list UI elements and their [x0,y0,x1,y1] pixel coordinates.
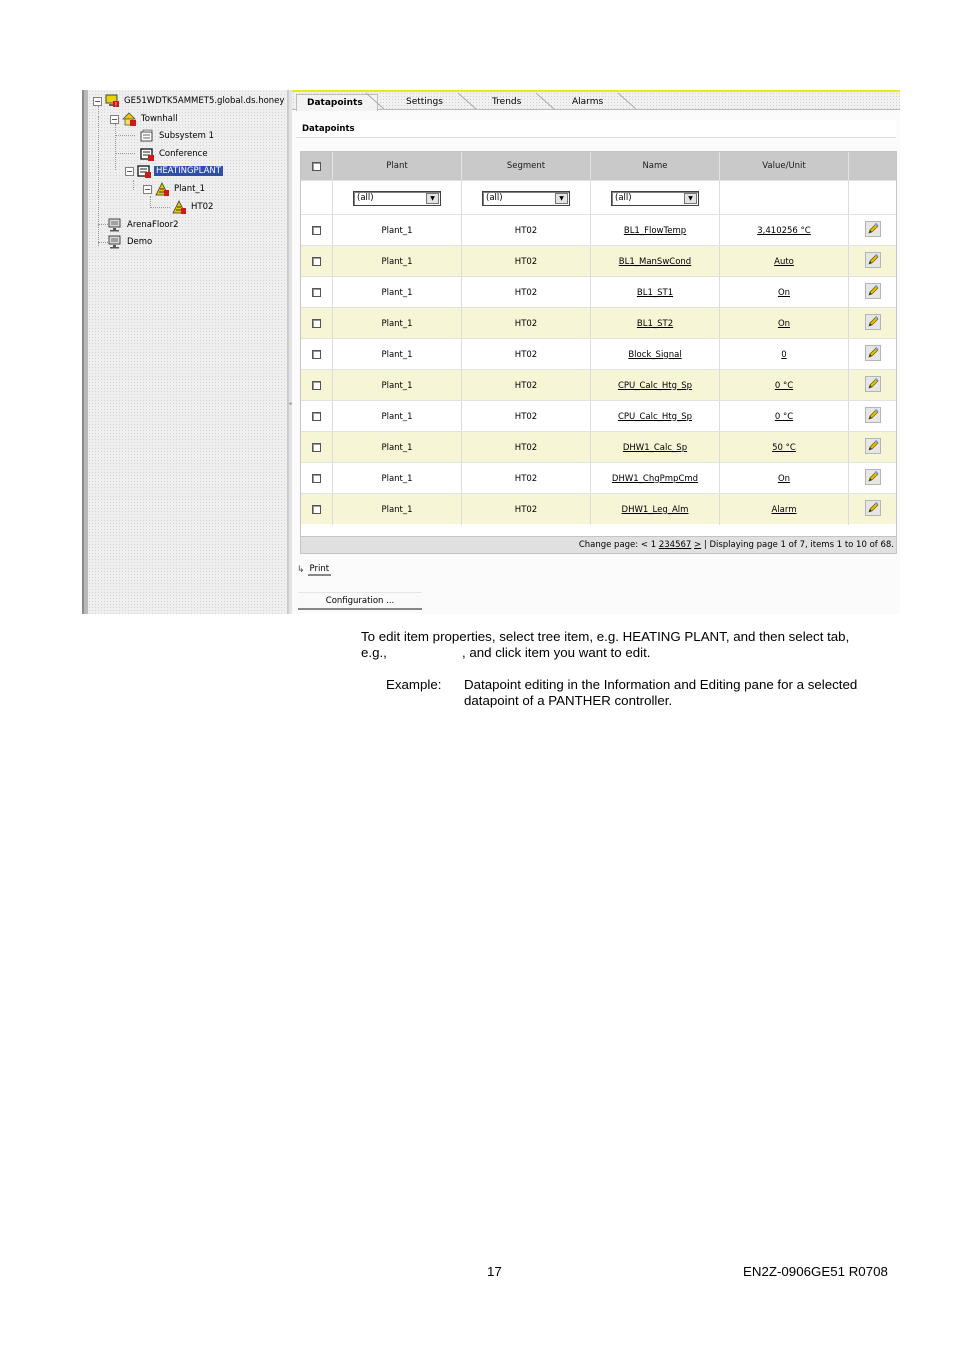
column-header-value[interactable]: Value/Unit [720,152,849,180]
value-link[interactable]: On [777,287,791,298]
cell-segment [462,339,591,370]
cell-edit [849,215,896,246]
select-all-cell [301,152,333,180]
tree-line [98,116,99,246]
cell-edit [849,246,896,277]
chevron-down-icon[interactable]: ▼ [426,193,439,204]
cell-check [301,401,333,432]
plant-text: Plant_1 [381,473,413,484]
pager-page-link[interactable]: 6 [680,540,686,550]
tree-item-conference[interactable] [140,146,210,162]
name-link[interactable]: DHW1_ChgPmpCmd [611,473,699,484]
segment-text: HT02 [514,349,538,360]
cell-name [591,401,720,432]
tree-item-subsystem[interactable] [140,128,216,144]
arrow-return-icon: ↳ [297,565,305,575]
page-number: 17 [487,1264,502,1279]
doc-example-label: Example: [386,677,442,692]
segment-text: HT02 [514,504,538,515]
segment-text: HT02 [514,256,538,267]
tree-item-label-selected: HEATINGPLANT [156,166,221,176]
cell-name [591,215,720,246]
collapse-icon[interactable]: − [126,166,133,176]
segment-text: HT02 [514,411,538,422]
cell-segment [462,246,591,277]
row-checkbox[interactable] [312,381,321,390]
cell-name [591,277,720,308]
cell-plant [333,308,462,339]
row-checkbox[interactable] [312,474,321,483]
filter-cell [333,181,462,215]
name-link[interactable]: Block_Signal [628,349,682,360]
filter-row [301,180,896,214]
filter-cell [849,181,896,215]
name-link[interactable]: DHW1_Calc_Sp [622,442,688,453]
pager-prev[interactable]: < [640,540,648,550]
cell-value [720,277,849,308]
cell-check [301,494,333,525]
cell-edit [849,401,896,432]
row-checkbox[interactable] [312,443,321,452]
value-link[interactable]: Alarm [771,504,797,515]
table-row[interactable] [301,276,896,307]
cell-check [301,308,333,339]
datapoints-grid [300,151,897,554]
value-link[interactable]: 50 °C [772,442,796,453]
cell-value [720,246,849,277]
name-link[interactable]: BL1_ST2 [636,318,674,329]
doc-example-line2: datapoint of a PANTHER controller. [464,693,673,708]
cell-check [301,370,333,401]
cell-segment [462,432,591,463]
tree-item-label: Conference [159,149,208,159]
row-checkbox[interactable] [312,288,321,297]
cell-edit [849,494,896,525]
cell-check [301,215,333,246]
plant-text: Plant_1 [381,442,413,453]
segment-text: HT02 [514,473,538,484]
table-row[interactable] [301,245,896,276]
value-link[interactable]: Auto [774,256,794,267]
doc-paragraph-line1: To edit item properties, select tree item, e.g. HEATING PLANT, and then select tab, [361,629,850,644]
system-folder-icon [137,164,151,178]
cell-edit [849,277,896,308]
cell-value [720,308,849,339]
cell-name [591,432,720,463]
document-code: EN2Z-0906GE51 R0708 [743,1264,888,1279]
edit-pencil-icon[interactable] [865,376,881,395]
cell-segment [462,401,591,432]
cell-segment [462,277,591,308]
row-checkbox[interactable] [312,350,321,359]
computer-warning-icon [105,94,119,108]
tree-item-label: Townhall [141,114,178,124]
value-link[interactable]: 0 [781,349,787,360]
cell-value [720,339,849,370]
cell-edit [849,308,896,339]
tree-item-arenafloor[interactable] [108,217,181,233]
tree-item-demo[interactable] [108,234,154,250]
cell-edit [849,432,896,463]
tree-pane [88,90,288,614]
tab-label: Trends [492,97,522,107]
pager-status: Displaying page 1 of 7, items 1 to 10 of 68. [709,540,894,550]
cell-name [591,308,720,339]
edit-pencil-icon[interactable] [865,469,881,488]
pager-page-link[interactable]: 7 [685,540,692,550]
cell-value [720,463,849,494]
cell-plant [333,339,462,370]
cell-name [591,246,720,277]
plant-text: Plant_1 [381,380,413,391]
segment-text: HT02 [514,225,538,236]
cell-check [301,277,333,308]
print-button-label: Print [309,564,330,574]
name-link[interactable]: BL1_FlowTemp [623,225,687,236]
select-all-checkbox[interactable] [312,162,321,171]
plant-text: Plant_1 [381,287,413,298]
pager-page-link[interactable]: 4 [669,540,676,550]
svg-text:!: ! [114,101,118,108]
application-screenshot [82,90,900,614]
name-filter-select[interactable] [611,191,699,206]
segment-filter-select[interactable] [482,191,570,206]
cell-edit [849,463,896,494]
cell-segment [462,370,591,401]
edit-pencil-icon[interactable] [865,252,881,271]
table-row[interactable] [301,214,896,245]
table-row[interactable] [301,493,896,524]
row-checkbox[interactable] [312,257,321,266]
cell-value [720,215,849,246]
tab-label: Alarms [572,97,604,107]
pager-next[interactable]: > [694,540,702,550]
segment-text: HT02 [514,442,538,453]
computer-icon [108,218,122,232]
filter-value: (all) [486,193,503,203]
content-pane [292,90,900,614]
plant-text: Plant_1 [381,411,413,422]
edit-pencil-icon[interactable] [865,438,881,457]
cell-segment [462,215,591,246]
edit-pencil-icon[interactable] [865,314,881,333]
tree-item-label: GE51WDTK5AMMET5.global.ds.honey [124,96,285,106]
tree-item-heatingplant[interactable] [125,163,223,179]
edit-pencil-icon[interactable] [865,283,881,302]
tree-line [115,124,116,170]
pager [301,536,896,553]
collapse-icon[interactable]: − [144,184,151,194]
doc-example-line1: Datapoint editing in the Information and Editing pane for a selected [464,677,858,692]
column-header-edit [849,152,896,180]
name-link[interactable]: DHW1_Leg_Alm [621,504,689,515]
cell-edit [849,339,896,370]
plant-text: Plant_1 [381,225,413,236]
edit-pencil-icon[interactable] [865,407,881,426]
filter-cell [462,181,591,215]
plant-text: Plant_1 [381,318,413,329]
plant-text: Plant_1 [381,256,413,267]
tree-item-label: Subsystem 1 [159,131,215,141]
computer-icon [108,235,122,249]
row-checkbox[interactable] [312,412,321,421]
value-link[interactable]: On [777,318,791,329]
cell-segment [462,308,591,339]
pager-page-link[interactable]: 2 [658,540,665,550]
segment-text: HT02 [514,380,538,391]
row-checkbox[interactable] [312,505,321,514]
cell-check [301,339,333,370]
cell-name [591,370,720,401]
pager-separator: | [703,540,707,550]
segment-text: HT02 [514,287,538,298]
tree-line [115,153,135,154]
cell-plant [333,432,462,463]
tree-line [133,180,134,190]
cell-plant [333,370,462,401]
value-link[interactable]: On [777,473,791,484]
name-link[interactable]: BL1_ST1 [636,287,674,298]
cell-plant [333,246,462,277]
name-link[interactable]: CPU_Calc_Htg_Sp [617,380,693,391]
cell-plant [333,401,462,432]
doc-paragraph-line2b: , and click item you want to edit. [462,645,651,660]
plant-icon [155,182,169,196]
pager-page-link[interactable]: 3 [664,540,670,550]
cell-check [301,463,333,494]
pager-label: Change page: [578,540,639,550]
pager-current: 1 [650,540,657,550]
tree-item-label: ArenaFloor2 [127,220,179,230]
cell-check [301,432,333,463]
filter-value: (all) [357,193,374,203]
doc-paragraph-line2a: e.g., [361,645,387,660]
cell-segment [462,463,591,494]
tree-line [115,135,135,136]
cell-segment [462,494,591,525]
filter-cell [591,181,720,215]
tree-item-label: Plant_1 [174,184,206,194]
name-link[interactable]: BL1_ManSwCond [618,256,692,267]
plant-text: Plant_1 [381,349,413,360]
cell-name [591,463,720,494]
tree-item-townhall[interactable] [110,111,180,127]
cell-value [720,494,849,525]
table-row[interactable] [301,307,896,338]
cell-plant [333,494,462,525]
column-header-plant[interactable]: Plant [333,152,462,180]
cell-value [720,401,849,432]
table-row[interactable] [301,462,896,493]
cell-value [720,432,849,463]
edit-pencil-icon[interactable] [865,500,881,519]
tree-item-label: Demo [127,237,153,247]
plant-text: Plant_1 [381,504,413,515]
column-header-name[interactable]: Name [591,152,720,180]
cell-name [591,339,720,370]
value-link[interactable]: 3,410256 °C [757,225,811,236]
collapse-icon[interactable]: − [111,114,118,124]
section-title: Datapoints [296,120,896,138]
house-icon [122,112,136,126]
segment-text: HT02 [514,318,538,329]
cell-plant [333,277,462,308]
value-link[interactable]: 0 °C [774,411,794,422]
name-link[interactable]: CPU_Calc_Htg_Sp [617,411,693,422]
cell-value [720,370,849,401]
tree-item-plant[interactable] [143,181,207,197]
edit-pencil-icon[interactable] [865,345,881,364]
cell-plant [333,215,462,246]
row-checkbox[interactable] [312,226,321,235]
value-link[interactable]: 0 °C [774,380,794,391]
row-checkbox[interactable] [312,319,321,328]
system-folder-icon [140,147,154,161]
tree-line [98,242,108,243]
tree-line [150,207,170,208]
chevron-down-icon[interactable]: ▼ [555,193,568,204]
pager-page-link[interactable]: 5 [675,540,681,550]
tree-item-ht02[interactable] [172,199,215,215]
chevron-down-icon[interactable]: ▼ [684,193,697,204]
plant-icon [172,200,186,214]
table-row[interactable] [301,431,896,462]
cell-check [301,246,333,277]
plant-filter-select[interactable] [353,191,441,206]
tab-label: Settings [406,97,443,107]
system-folder-icon [140,129,154,143]
tree-item-root[interactable] [93,93,286,109]
table-row[interactable] [301,338,896,369]
splitter-grip-icon[interactable]: ◂ [288,400,292,407]
filter-value: (all) [615,193,632,203]
tab-separators [292,92,722,110]
tree-line [98,224,108,225]
tab-label: Datapoints [307,98,363,108]
tree-item-label: HT02 [191,202,214,212]
edit-pencil-icon[interactable] [865,221,881,240]
filter-cell [720,181,849,215]
filter-cell [301,181,333,215]
cell-name [591,494,720,525]
cell-plant [333,463,462,494]
collapse-icon[interactable]: − [94,96,101,106]
table-row[interactable] [301,400,896,431]
table-row[interactable] [301,369,896,400]
cell-edit [849,370,896,401]
tab-bar [292,90,900,110]
column-header-segment[interactable]: Segment [462,152,591,180]
configuration-button[interactable]: Configuration ... [298,592,422,610]
print-button[interactable] [297,562,331,578]
